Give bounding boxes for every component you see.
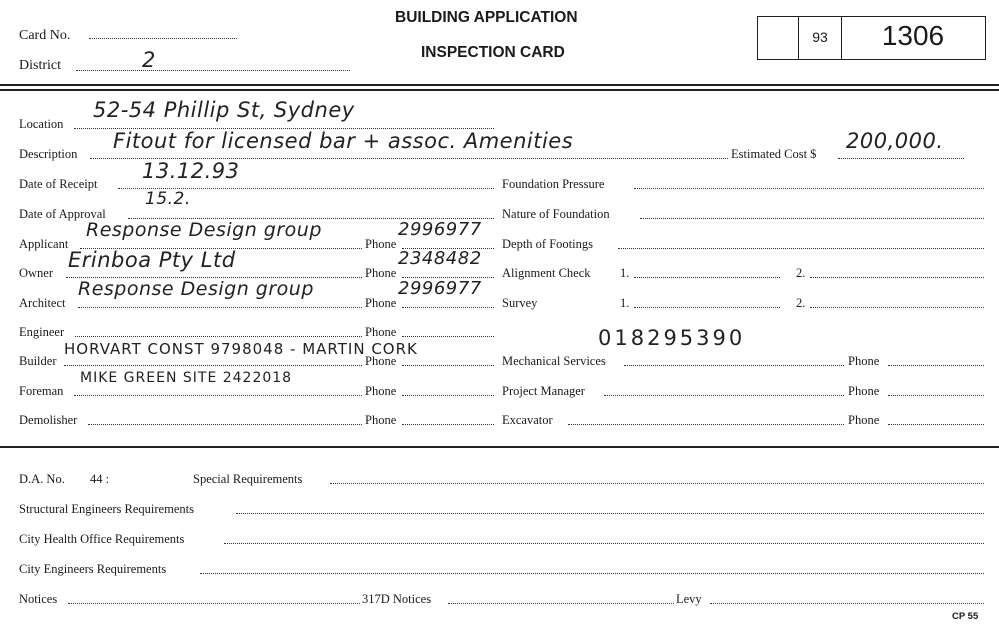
district-value: 2 — [142, 48, 156, 72]
header-divider — [0, 84, 999, 86]
builder-phone-label: Phone — [365, 354, 397, 368]
da-value: 44 : — [90, 472, 110, 486]
notices-317d-label: 317D Notices — [362, 592, 432, 606]
form-code: CP 55 — [952, 611, 979, 622]
survey-field-2[interactable] — [810, 307, 984, 308]
architect-phone-label: Phone — [365, 296, 397, 310]
builder-phone-extra: 018295390 — [598, 326, 746, 350]
da-label: D.A. No. — [19, 472, 65, 486]
city-engineers-label: City Engineers Requirements — [19, 562, 167, 576]
excavator-phone-field[interactable] — [888, 424, 984, 425]
mechanical-phone-field[interactable] — [888, 365, 984, 366]
location-value: 52-54 Phillip St, Sydney — [93, 98, 355, 122]
special-label: Special Requirements — [193, 472, 303, 486]
demolisher-field[interactable] — [88, 424, 362, 425]
foreman-label: Foreman — [19, 384, 64, 398]
levy-label: Levy — [676, 592, 702, 606]
applicant-phone-label: Phone — [365, 237, 397, 251]
project-manager-field[interactable] — [604, 395, 844, 396]
receipt-value: 13.12.93 — [142, 159, 240, 183]
health-field[interactable] — [224, 543, 984, 544]
builder-field[interactable] — [64, 365, 362, 366]
foreman-phone-label: Phone — [365, 384, 397, 398]
foreman-phone-field[interactable] — [402, 395, 494, 396]
description-value: Fitout for licensed bar + assoc. Amenities — [113, 129, 574, 153]
page-title-line2: INSPECTION CARD — [421, 44, 565, 61]
card-number: 1306 — [881, 20, 945, 51]
applicant-value: Response Design group — [86, 219, 322, 241]
mechanical-label: Mechanical Services — [502, 354, 606, 368]
city-engineers-field[interactable] — [200, 573, 984, 574]
foundation-pressure-label: Foundation Pressure — [502, 177, 605, 191]
builder-label: Builder — [19, 354, 57, 368]
survey-field-1[interactable] — [634, 307, 780, 308]
special-field[interactable] — [330, 483, 984, 484]
engineer-field[interactable] — [75, 336, 362, 337]
card-no-label: Card No. — [19, 28, 71, 43]
applicant-phone: 2996977 — [398, 219, 482, 240]
header-divider-2 — [0, 89, 999, 91]
architect-field[interactable] — [78, 307, 362, 308]
notices-label: Notices — [19, 592, 58, 606]
project-manager-label: Project Manager — [502, 384, 585, 398]
depth-footings-field[interactable] — [618, 248, 984, 249]
health-label: City Health Office Requirements — [19, 532, 185, 546]
structural-label: Structural Engineers Requirements — [19, 502, 194, 516]
alignment-field-1[interactable] — [634, 277, 780, 278]
demolisher-phone-field[interactable] — [402, 424, 494, 425]
mechanical-phone-label: Phone — [848, 354, 880, 368]
location-label: Location — [19, 117, 64, 131]
district-label: District — [19, 58, 61, 73]
foundation-pressure-field[interactable] — [634, 188, 984, 189]
notices-317d-field[interactable] — [448, 603, 674, 604]
foreman-value: MIKE GREEN SITE 2422018 — [80, 370, 293, 386]
project-manager-phone-field[interactable] — [888, 395, 984, 396]
mechanical-field[interactable] — [624, 365, 844, 366]
page-title-line1: BUILDING APPLICATION — [395, 9, 578, 26]
demolisher-label: Demolisher — [19, 413, 78, 427]
details-divider — [0, 446, 999, 448]
foreman-field[interactable] — [74, 395, 362, 396]
alignment-label: Alignment Check — [502, 266, 591, 280]
approval-label: Date of Approval — [19, 207, 106, 221]
estimated-cost-value: 200,000. — [846, 129, 944, 153]
demolisher-phone-label: Phone — [365, 413, 397, 427]
owner-value: Erinboa Pty Ltd — [68, 248, 236, 272]
engineer-phone-field[interactable] — [402, 336, 494, 337]
alignment-field-2[interactable] — [810, 277, 984, 278]
year-code: 93 — [812, 29, 828, 45]
survey-num2: 2. — [796, 296, 806, 310]
excavator-label: Excavator — [502, 413, 553, 427]
survey-num1: 1. — [620, 296, 630, 310]
excavator-phone-label: Phone — [848, 413, 880, 427]
architect-phone: 2996977 — [398, 278, 482, 299]
applicant-label: Applicant — [19, 237, 69, 251]
notices-field[interactable] — [68, 603, 360, 604]
excavator-field[interactable] — [568, 424, 844, 425]
architect-label: Architect — [19, 296, 66, 310]
alignment-num1: 1. — [620, 266, 630, 280]
survey-label: Survey — [502, 296, 538, 310]
owner-label: Owner — [19, 266, 54, 280]
structural-field[interactable] — [236, 513, 984, 514]
nature-foundation-field[interactable] — [640, 218, 984, 219]
project-manager-phone-label: Phone — [848, 384, 880, 398]
owner-phone: 2348482 — [398, 248, 482, 269]
architect-phone-field[interactable] — [402, 307, 494, 308]
card-no-field[interactable] — [89, 38, 237, 39]
depth-footings-label: Depth of Footings — [502, 237, 593, 251]
levy-field[interactable] — [710, 603, 984, 604]
architect-value: Response Design group — [78, 278, 314, 300]
builder-value: HORVART CONST 9798048 - MARTIN CORK — [64, 340, 418, 358]
builder-phone-field[interactable] — [402, 365, 494, 366]
engineer-phone-label: Phone — [365, 325, 397, 339]
receipt-label: Date of Receipt — [19, 177, 98, 191]
alignment-num2: 2. — [796, 266, 806, 280]
nature-foundation-label: Nature of Foundation — [502, 207, 610, 221]
description-label: Description — [19, 147, 78, 161]
estimated-cost-field[interactable] — [838, 158, 964, 159]
district-field[interactable] — [76, 70, 350, 71]
estimated-cost-label: Estimated Cost $ — [731, 147, 817, 161]
engineer-label: Engineer — [19, 325, 65, 339]
owner-phone-label: Phone — [365, 266, 397, 280]
approval-value: 15.2. — [145, 189, 191, 209]
